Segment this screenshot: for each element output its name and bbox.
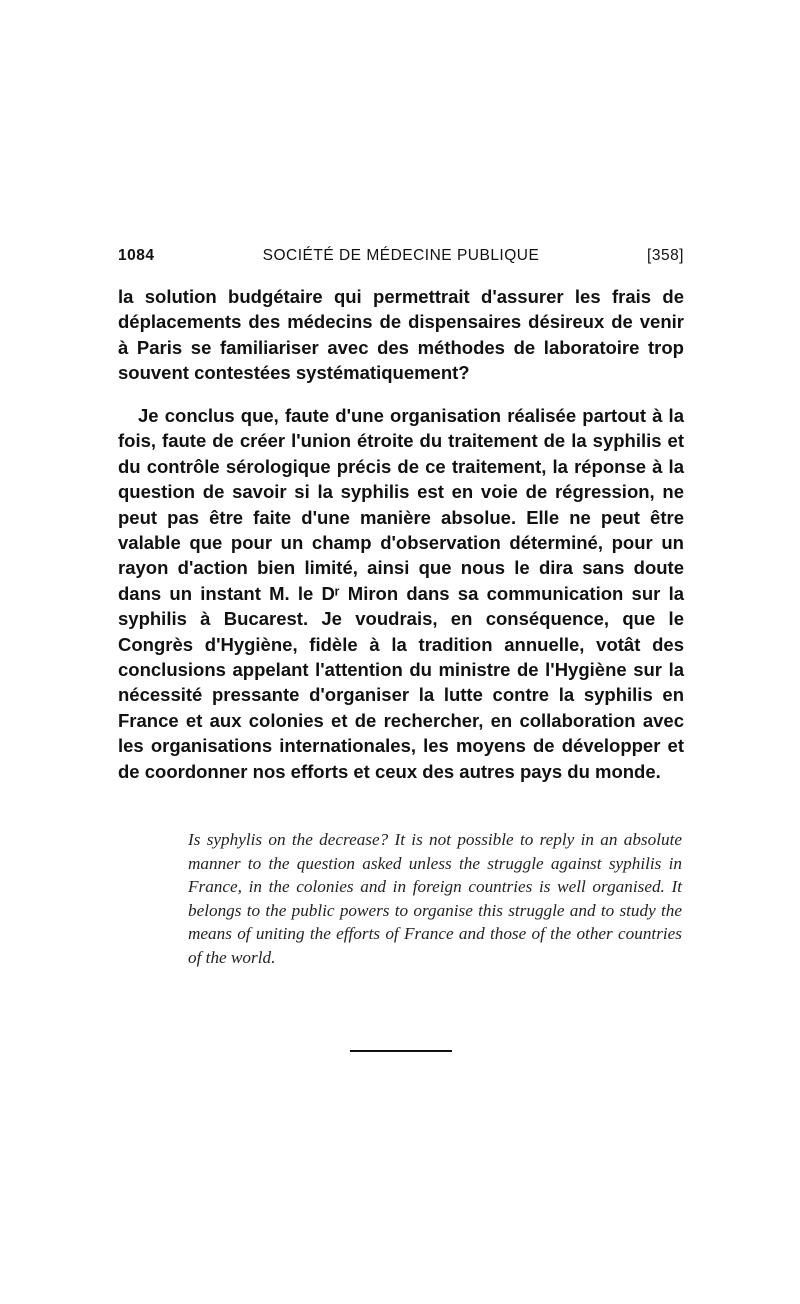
body-paragraph-2: Je conclus que, faute d'une organisation réalisée partout à la fois, faute de créer l'union étroite du traitement de la syphilis et du contrôle sérologique précis de ce traitement, la réponse à la question de savoir si la syphilis est en voie de régression, ne peut pas être faite d'une manière absolue. Elle ne peut être valable que pour un champ d'observation déterminé, pour un rayon d'action bien limité, ainsi que nous le dira sans doute dans un instant M. le Dʳ Miron dans sa communication sur la syphilis à Bucarest. Je voudrais, en conséquence, que le Congrès d'Hygiène, fidèle à la tradition annuelle, votât des conclusions appelant l'attention du ministre de l'Hygiène sur la nécessité pressante d'organiser la lutte contre la syphilis en France et aux colonies et de rechercher, en collaboration avec les organisations internationales, les moyens de développer et de coordonner nos efforts et ceux des autres pays du monde. <box>118 405 684 782</box>
header-title: SOCIÉTÉ DE MÉDECINE PUBLIQUE <box>262 247 540 264</box>
body-paragraph-1: la solution budgétaire qui permettrait d'assurer les frais de déplacements des médecins de dispensaires désireux de venir à Paris se familiariser avec des méthodes de laboratoire trop souvent contestées systématiquement? <box>118 286 684 384</box>
end-rule-divider <box>350 1050 452 1052</box>
english-summary: Is syphylis on the decrease? It is not possible to reply in an absolute manner to the question asked unless the struggle against syphilis in France, in the colonies and in foreign countries is well organised. It belongs to the public powers to organise this struggle and to study the means of uniting the efforts of France and those of the other countries of the world. <box>188 830 682 967</box>
section-reference: [358] <box>647 247 684 264</box>
page-number: 1084 <box>118 247 155 264</box>
running-header <box>118 247 684 271</box>
